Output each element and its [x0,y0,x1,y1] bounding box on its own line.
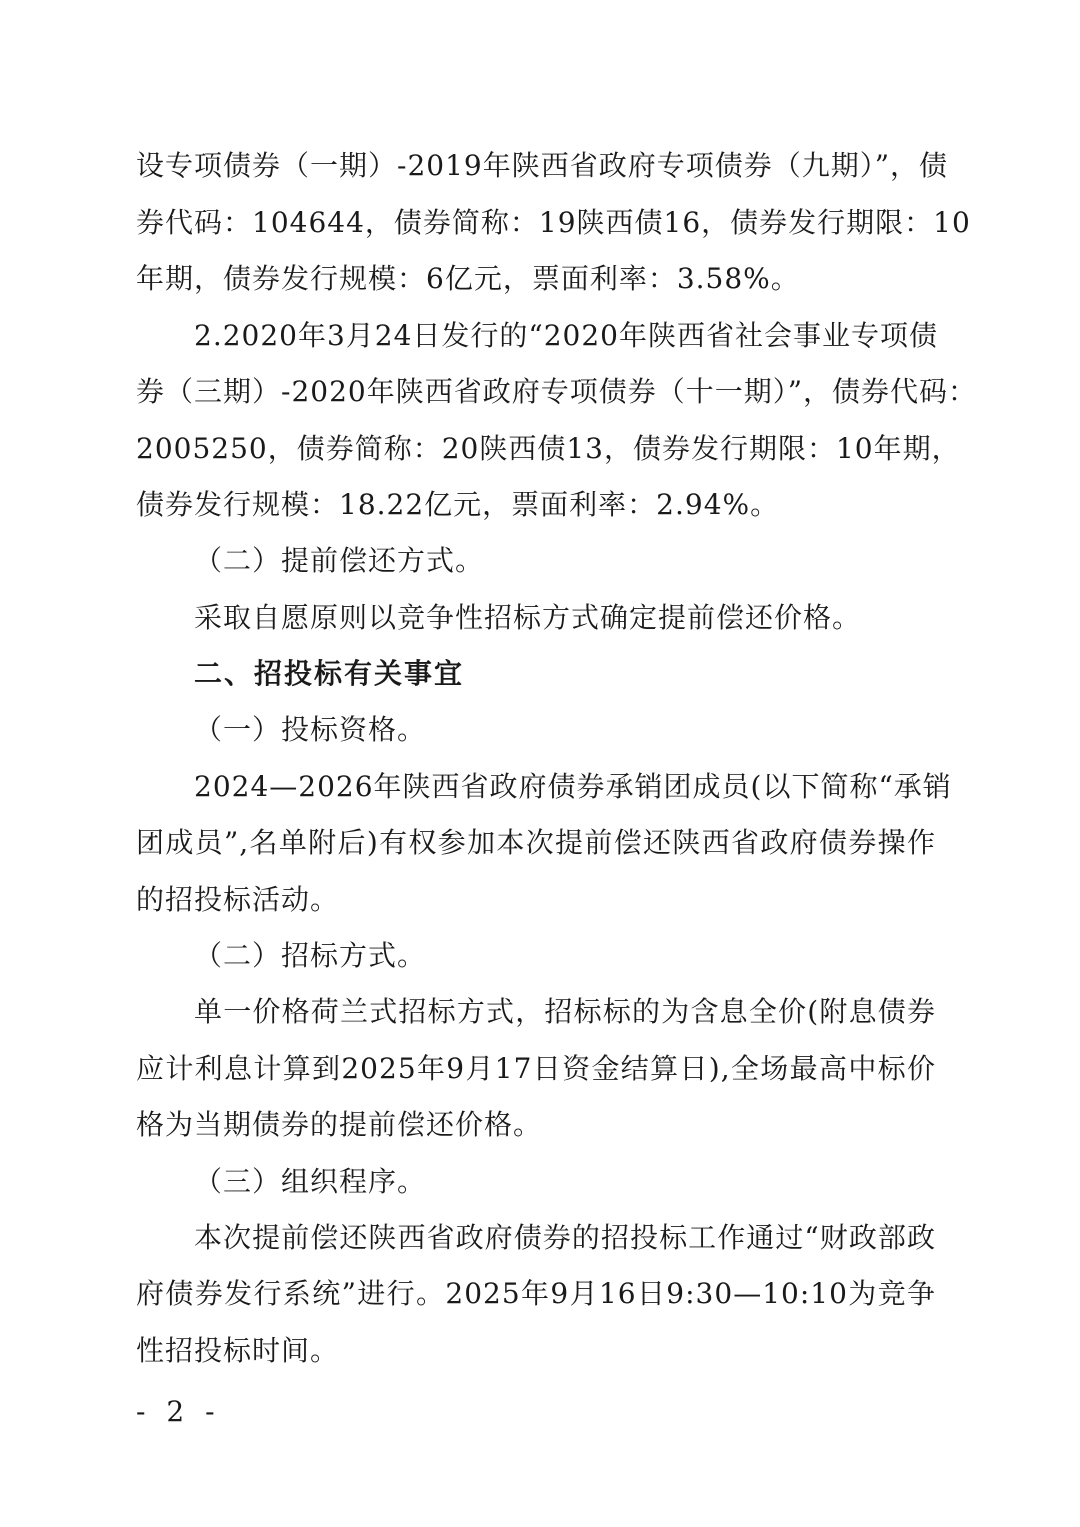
text-line-6: 2005250，债券简称：20陕西债13，债券发行期限：10年期， [136,432,961,465]
subheading-bid-qualification: （一）投标资格。 [194,713,427,746]
text-line-12: 2024—2026年陕西省政府债券承销团成员(以下简称“承销 [194,770,952,803]
subheading-bidding-method: （二）招标方式。 [194,939,427,972]
text-line-13: 团成员”,名单附后)有权参加本次提前偿还陕西省政府债券操作 [136,826,936,859]
text-line-14: 的招投标活动。 [136,883,340,916]
text-line-9: 采取自愿原则以竞争性招标方式确定提前偿还价格。 [194,601,862,634]
text-line-21: 府债券发行系统”进行。2025年9月16日9:30—10:10为竞争 [136,1277,936,1310]
text-line-22: 性招投标时间。 [136,1334,340,1367]
text-line-2: 券代码：104644，债券简称：19陕西债16，债券发行期限：10 [136,206,971,239]
page-number: - 2 - [136,1395,221,1428]
text-line-20: 本次提前偿还陕西省政府债券的招投标工作通过“财政部政 [194,1221,936,1254]
text-line-1: 设专项债券（一期）-2019年陕西省政府专项债券（九期）”，债 [136,149,949,182]
text-line-16: 单一价格荷兰式招标方式，招标标的为含息全价(附息债券 [194,995,936,1028]
text-line-5: 券（三期）-2020年陕西省政府专项债券（十一期）”，债券代码： [136,375,978,408]
text-line-17: 应计利息计算到2025年9月17日资金结算日),全场最高中标价 [136,1052,936,1085]
text-line-3: 年期，债券发行规模：6亿元，票面利率：3.58%。 [136,262,800,295]
section-heading-bidding: 二、招投标有关事宜 [194,657,465,690]
text-line-7: 债券发行规模：18.22亿元，票面利率：2.94%。 [136,488,780,521]
text-line-4: 2.2020年3月24日发行的“2020年陕西省社会事业专项债 [194,319,938,352]
subheading-procedure: （三）组织程序。 [194,1165,427,1198]
text-line-18: 格为当期债券的提前偿还价格。 [136,1108,543,1141]
subheading-repayment-method: （二）提前偿还方式。 [194,544,485,577]
